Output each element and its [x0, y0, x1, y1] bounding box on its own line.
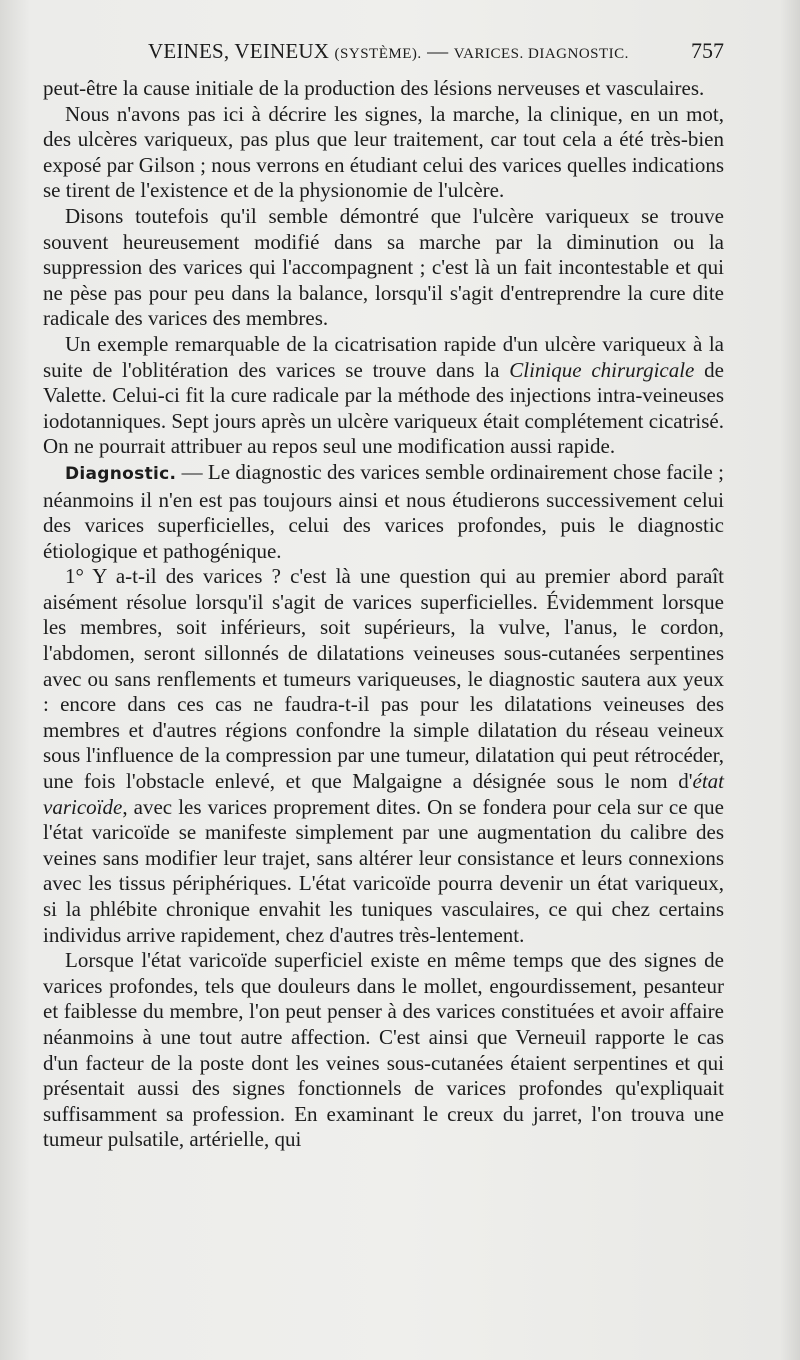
- paragraph-4-italic: Clinique chirurgicale: [509, 357, 695, 382]
- paragraph-5-text: — Le diagnostic des varices semble ordinairement chose facile ; néanmoins il n'en est pas toujours ainsi et nous étudierons successivement celui des varices superficielles, celui des varices profondes, puis le diagnostic étiologique et pathogénique.: [43, 459, 724, 563]
- paragraph-6: [43, 564, 724, 948]
- running-title-system: (SYSTÈME).: [334, 46, 422, 62]
- paragraph-4: [43, 332, 724, 460]
- paragraph-4-text-a: Un exemple remarquable de la cicatrisation rapide d'un ulcère variqueux à la suite de l'oblitération des varices se trouve dans la: [43, 331, 724, 382]
- paragraph-6-text-b: , avec les varices proprement dites. On se fondera pour cela sur ce que l'état varicoïde se manifeste simplement par une augmentation du calibre des veines sans modifier leur trajet, sans altérer leur consistance et leurs connexions avec les tissus périphériques. L'état varicoïde pourra devenir un état variqueux, si la phlébite chronique envahit les tuniques vasculaires, ce qui chez certains individus arrive rapidement, chez d'autres très-lentement.: [43, 794, 724, 947]
- paragraph-4-text-b: de Valette. Celui-ci fit la cure radicale par la méthode des injections intra-veineuses iodotanniques. Sept jours après un ulcère variqueux était complétement cicatrisé. On ne pourrait attribuer au repos seul une modification aussi rapide.: [43, 357, 724, 459]
- paragraph-1: peut-être la cause initiale de la production des lésions nerveuses et vasculaires.: [43, 76, 705, 100]
- section-heading-diagnostic: Diagnostic.: [65, 463, 177, 484]
- paragraph-3: Disons toutefois qu'il semble démontré que l'ulcère variqueux se trouve souvent heureusement modifié dans sa marche par la diminution ou la suppression des varices qui l'accompagnent ; c'est là un fait incontestable et qui ne pèse pas pour peu dans la balance, lorsqu'il s'agit d'entreprendre la cure dite radicale des varices des membres.: [43, 203, 724, 331]
- running-title-main: VEINES, VEINEUX: [148, 39, 330, 63]
- running-title-section: VARICES. DIAGNOSTIC.: [453, 46, 629, 62]
- running-title-dash: —: [427, 39, 449, 63]
- paragraph-5: [43, 460, 724, 564]
- paragraph-6-text-a: 1° Y a-t-il des varices ? c'est là une question qui au premier abord paraît aisément résolue lorsqu'il s'agit de varices superficielles. Évidemment lorsque les membres, soit inférieurs, soit supérieurs, la vulve, l'anus, le cordon, l'abdomen, seront sillonnés de dilatations veineuses sous-cutanées serpentines avec ou sans renflements et tumeurs variqueuses, le diagnostic sautera aux yeux : encore dans ces cas ne faudra-t-il pas pour les dilatations veineuses des membres et d'autres régions confondre la simple dilatation du réseau veineux sous l'influence de la compression par une tumeur, dilatation qui peut rétrocéder, une fois l'obstacle enlevé, et que Malgaigne a désignée sous le nom d': [43, 564, 724, 794]
- page-number: 757: [691, 38, 724, 63]
- running-header: [44, 36, 724, 66]
- body-text: [43, 76, 724, 1153]
- paragraph-6-italic: état varicoïde: [43, 769, 724, 819]
- paragraph-2: Nous n'avons pas ici à décrire les signes, la marche, la clinique, en un mot, des ulcères variqueux, pas plus que leur traitement, car tout cela a été très-bien exposé par Gilson ; nous verrons en étudiant celui des varices quelles indications se tirent de l'existence et de la physionomie de l'ulcère.: [43, 101, 724, 203]
- paragraph-7: Lorsque l'état varicoïde superficiel existe en même temps que des signes de varices profondes, tels que douleurs dans le mollet, engourdissement, pesanteur et faiblesse du membre, l'on peut penser à des varices constituées et avoir affaire néanmoins à une tout autre affection. C'est ainsi que Verneuil rapporte le cas d'un facteur de la poste dont les veines sous-cutanées étaient serpentines et qui présentait aussi des signes fonctionnels de varices profondes qu'expliquait suffisamment sa profession. En examinant le creux du jarret, l'on trouva une tumeur pulsatile, artérielle, qui: [43, 948, 724, 1152]
- running-title: [148, 36, 629, 69]
